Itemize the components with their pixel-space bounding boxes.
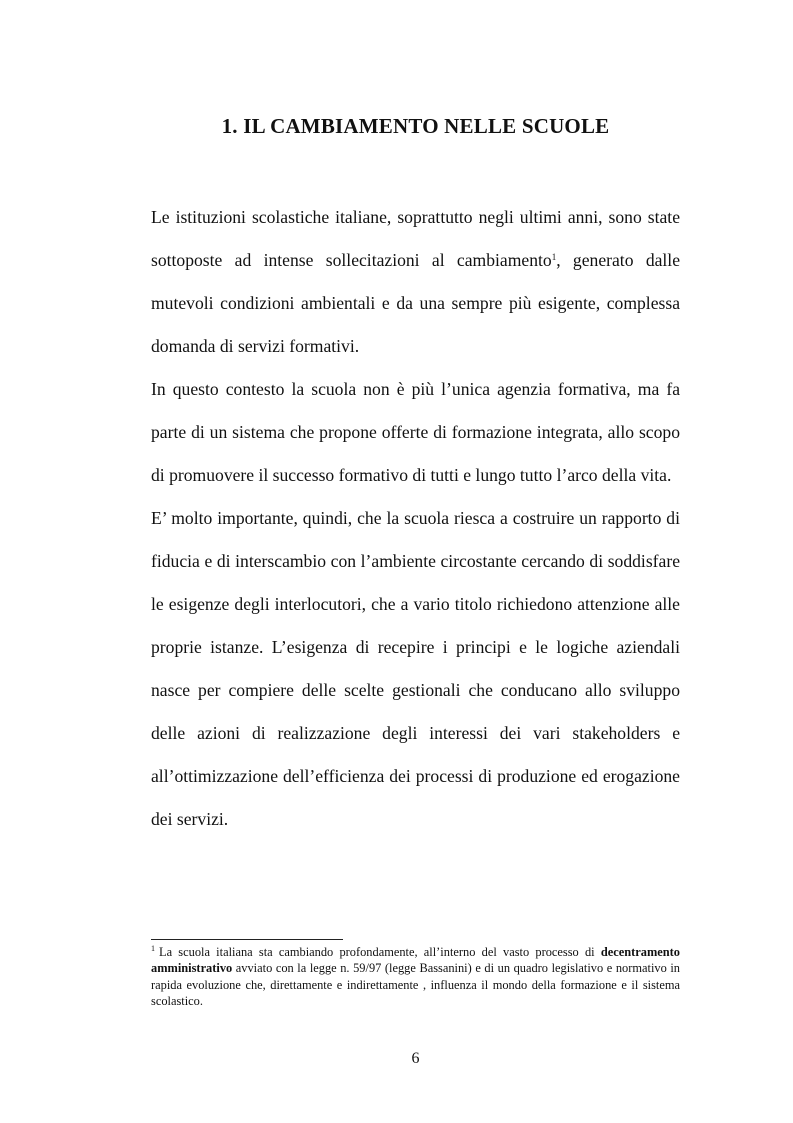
- footnote-bold-term: decentramento amministrativo: [151, 945, 680, 976]
- paragraph-1-text-start: Le istituzioni scolastiche italiane, soprattutto negli ultimi anni, sono state sottoposte ad intense sollecitazioni al cambiamento: [151, 207, 680, 270]
- paragraph-1-text-end: , generato dalle mutevoli condizioni ambientali e da una sempre più esigente, complessa domanda di servizi formativi.: [151, 250, 681, 356]
- footnote-mark: 1: [151, 944, 155, 953]
- paragraph-3: E’ molto importante, quindi, che la scuola riesca a costruire un rapporto di fiducia e di interscambio con l’ambiente circostante cercando di soddisfare le esigenze degli interlocutori, che a vario titolo richiedono attenzione alle proprie istanze. L’esigenza di recepire i principi e le logiche aziendali nasce per compiere delle scelte gestionali che conducano allo sviluppo delle azioni di realizzazione degli interessi dei vari stakeholders e all’ottimizzazione dell’efficienza dei processi di produzione ed erogazione dei servizi.: [151, 508, 680, 829]
- footnote-separator: [151, 939, 343, 940]
- paragraph-2: In questo contesto la scuola non è più l’unica agenzia formativa, ma fa parte di un sistema che propone offerte di formazione integrata, allo scopo di promuovere il successo formativo di tutti e lungo tutto l’arco della vita.: [151, 379, 680, 485]
- footnote-text-start: La scuola italiana sta cambiando profondamente, all’interno del vasto processo di: [159, 945, 601, 959]
- footnote: [151, 944, 680, 1010]
- footnote-reference[interactable]: 1: [551, 252, 557, 262]
- paragraph-1: [151, 196, 680, 368]
- chapter-title: 1. IL CAMBIAMENTO NELLE SCUOLE: [221, 114, 610, 138]
- body-text: [151, 196, 680, 841]
- page-number: 6: [411, 1050, 420, 1067]
- footnote-text-end: avviato con la legge n. 59/97 (legge Bassanini) e di un quadro legislativo e normativo in rapida evoluzione che, direttamente e indirettamente , influenza il mondo della formazione e il sistema scolastico.: [151, 961, 680, 1009]
